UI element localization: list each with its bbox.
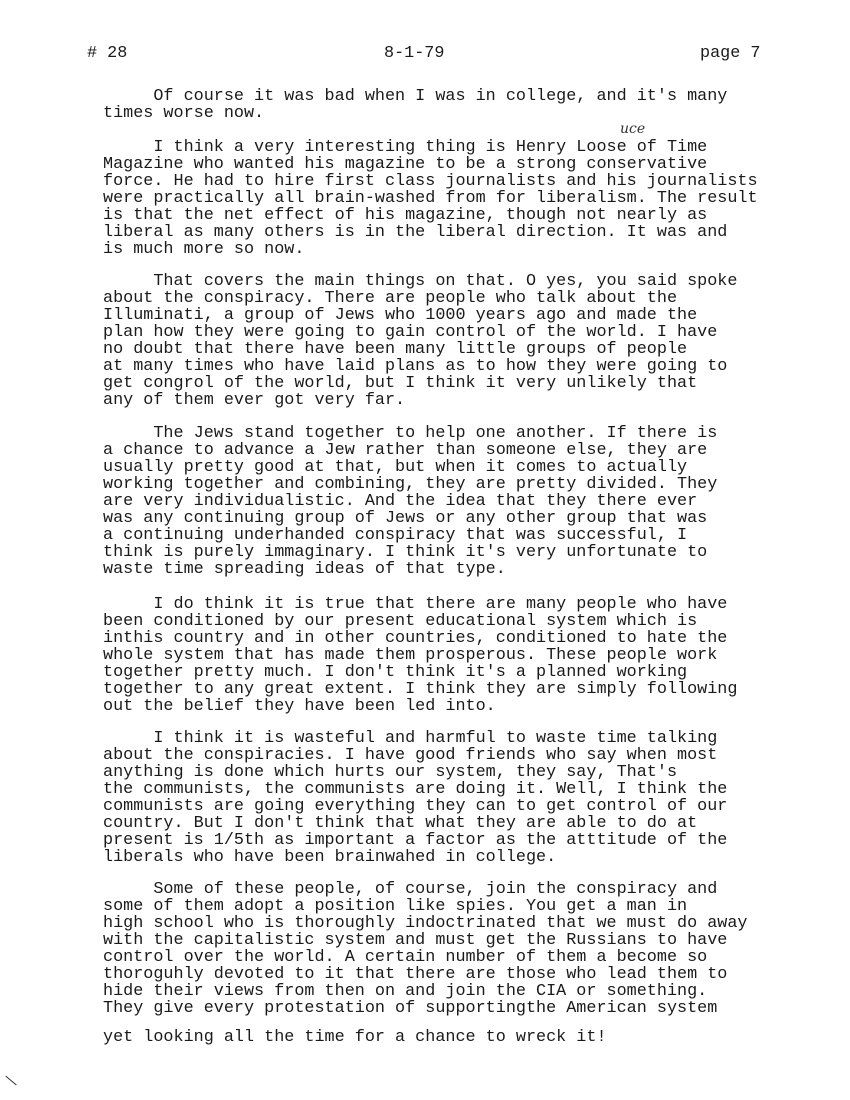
text-line: think is purely immaginary. I think it's very unfortunate to: [103, 543, 708, 562]
text-line: Magazine who wanted his magazine to be a strong conservative: [103, 155, 708, 174]
text-line: no doubt that there have been many little groups of people: [103, 340, 688, 359]
handwritten-correction: uce: [620, 121, 646, 137]
text-line: high school who is thoroughly indoctrinated that we must do away: [103, 914, 748, 933]
text-line: The Jews stand together to help one another. If there is: [103, 424, 718, 443]
text-line: plan how they were going to gain control of the world. I have: [103, 323, 718, 342]
text-line: present is 1/5th as important a factor as the atttitude of the: [103, 831, 728, 850]
text-line: about the conspiracies. I have good friends who say when most: [103, 746, 718, 765]
text-line: any of them ever got very far.: [103, 391, 406, 410]
text-line: the communists, the communists are doing it. Well, I think the: [103, 780, 728, 799]
text-line: about the conspiracy. There are people who talk about the: [103, 289, 678, 308]
text-line: usually pretty good at that, but when it comes to actually: [103, 458, 688, 477]
margin-mark: [5, 1076, 16, 1086]
text-line: are very individualistic. And the idea that they there ever: [103, 492, 698, 511]
text-line: thoroguhly devoted to it that there are those who lead them to: [103, 965, 728, 984]
paragraph: [103, 88, 727, 122]
paragraph: [103, 596, 737, 715]
text-line: hide their views from then on and join the CIA or something.: [103, 982, 708, 1001]
document-number: # 28: [87, 44, 128, 63]
paragraph: [103, 273, 737, 409]
text-line: out the belief they have been led into.: [103, 697, 496, 716]
text-line: waste time spreading ideas of that type.: [103, 560, 506, 579]
paragraph: [103, 881, 748, 1046]
text-line: They give every protestation of supportingthe American system: [103, 999, 718, 1018]
text-line: control over the world. A certain number of them a become so: [103, 948, 708, 967]
text-line: liberal as many others is in the liberal direction. It was and: [103, 223, 728, 242]
text-line: together to any great extent. I think they are simply following: [103, 680, 738, 699]
text-line: anything is done which hurts our system, they say, That's: [103, 763, 678, 782]
document-date: 8-1-79: [384, 44, 445, 63]
text-line: together pretty much. I don't think it's a planned working: [103, 663, 688, 682]
text-line: Some of these people, of course, join the conspiracy and: [103, 880, 718, 899]
text-line: force. He had to hire first class journalists and his journalists: [103, 172, 758, 191]
text-line: get congrol of the world, but I think it very unlikely that: [103, 374, 698, 393]
text-line: was any continuing group of Jews or any other group that was: [103, 509, 708, 528]
text-line: I do think it is true that there are many people who have: [103, 595, 728, 614]
paragraph: [103, 730, 727, 866]
paragraph: [103, 425, 717, 578]
text-line: country. But I don't think that what they are able to do at: [103, 814, 698, 833]
text-line: working together and combining, they are pretty divided. They: [103, 475, 718, 494]
paragraph: [103, 139, 758, 258]
text-line: times worse now.: [103, 104, 265, 123]
text-line: with the capitalistic system and must get the Russians to have: [103, 931, 728, 950]
text-line: is that the net effect of his magazine, though not nearly as: [103, 206, 708, 225]
text-line: communists are going everything they can to get control of our: [103, 797, 728, 816]
text-line: whole system that has made them prosperous. These people work: [103, 646, 718, 665]
text-line: is much more so now.: [103, 240, 305, 259]
text-line: Illuminati, a group of Jews who 1000 years ago and made the: [103, 306, 698, 325]
text-line: inthis country and in other countries, conditioned to hate the: [103, 629, 728, 648]
text-line: were practically all brain-washed from for liberalism. The result: [103, 189, 758, 208]
text-line: at many times who have laid plans as to how they were going to: [103, 357, 728, 376]
text-line: a chance to advance a Jew rather than someone else, they are: [103, 441, 708, 460]
text-line: Of course it was bad when I was in college, and it's many: [103, 87, 728, 106]
text-line: some of them adopt a position like spies. You get a man in: [103, 897, 688, 916]
page-number: page 7: [700, 44, 761, 63]
text-line: That covers the main things on that. O yes, you said spoke: [103, 272, 738, 291]
text-line: I think it is wasteful and harmful to waste time talking: [103, 729, 718, 748]
text-line: yet looking all the time for a chance to wreck it!: [103, 1028, 607, 1047]
text-line: a continuing underhanded conspiracy that was successful, I: [103, 526, 688, 545]
text-line: been conditioned by our present educational system which is: [103, 612, 698, 631]
text-line: liberals who have been brainwahed in college.: [103, 848, 557, 867]
text-line: I think a very interesting thing is Henry Loose of Time: [103, 138, 708, 157]
